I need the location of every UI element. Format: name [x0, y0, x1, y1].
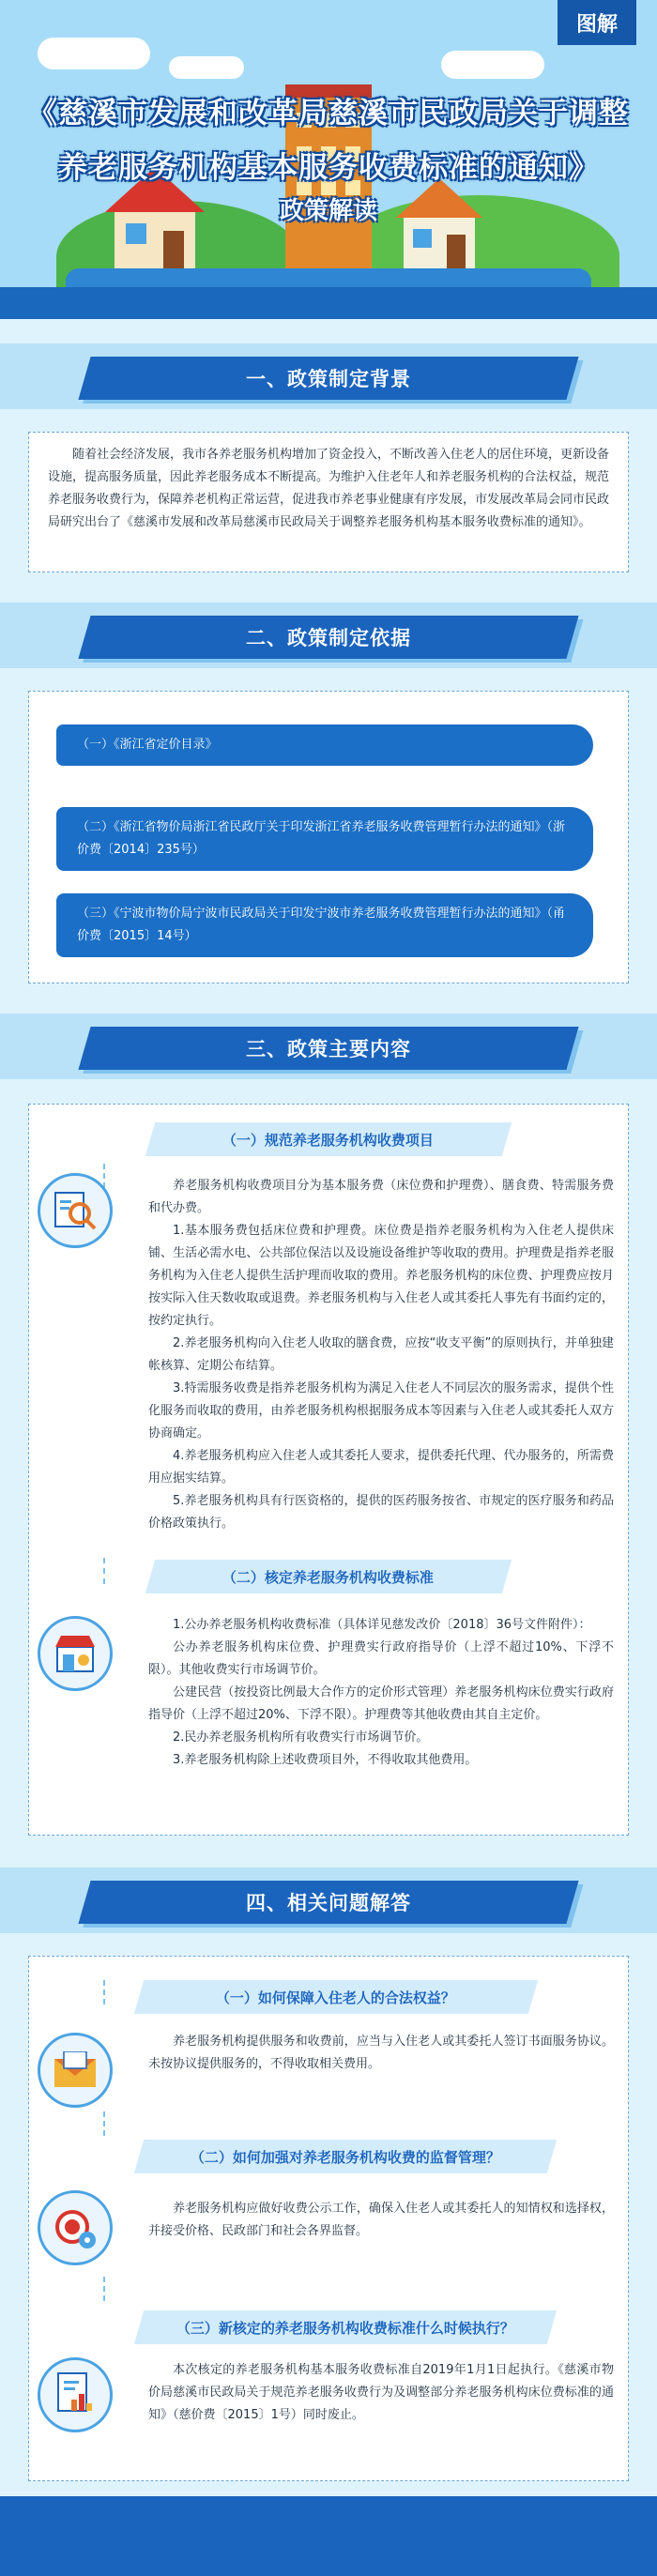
content-2-para-2: 公建民营（按投资比例最大合作方的定价形式管理）养老服务机构床位费实行政府指导价（上浮不超过20%、下浮不限）。护理费等其他收费由其自主定价。: [148, 1685, 614, 1722]
content-1-para-0: 养老服务机构收费项目分为基本服务费（床位费和护理费）、膳食费、特需服务费和代办费。: [148, 1179, 614, 1215]
section-header-basis: [0, 602, 657, 668]
qa-question-3-text: （三）新核定的养老服务机构收费标准什么时候执行？: [176, 2319, 514, 2337]
shop-store-icon: [38, 1616, 113, 1691]
content-2-para-3: 2.民办养老服务机构所有收费实行市场调节价。: [173, 1730, 429, 1745]
basis-item-2: （二）《浙江省物价局浙江省民政厅关于印发浙江省养老服务收费管理暂行办法的通知》（浙价费〔2014〕235号）: [56, 807, 593, 871]
section-header-background: [0, 343, 657, 409]
qa-question-2-text: （二）如何加强对养老服务机构收费的监督管理？: [190, 2148, 500, 2166]
qa-question-1: [134, 1980, 538, 2014]
hero-banner: [0, 0, 657, 319]
title-line-1: 《慈溪市发展和改革局慈溪市民政局关于调整: [28, 97, 629, 130]
content-subheading-2: [145, 1560, 512, 1593]
content-1-para-3: 3.特需服务收费是指养老服务机构为满足入住老人不同层次的服务需求，提供个性化服务而收取的费用，由养老服务机构根据服务成本等因素与入住老人或其委托人双方协商确定。: [148, 1381, 614, 1440]
page-title: [19, 86, 638, 195]
section-title-3: 三、政策主要内容: [246, 1038, 411, 1060]
content-subheading-2-text: （二）核定养老服务机构收费标准: [222, 1568, 435, 1586]
infographic-tag: 图解: [558, 0, 636, 45]
qa-answer-1: 养老服务机构提供服务和收费前，应当与入住老人或其委托人签订书面服务协议。未按协议提供服务的，不得收取相关费用。: [148, 2035, 614, 2071]
content-1-para-2: 2.养老服务机构向入住老人收取的膳食费，应按“收支平衡”的原则执行，并单独建帐核算、定期公布结算。: [148, 1336, 614, 1373]
content-1-para-1: 1.基本服务费包括床位费和护理费。床位费是指养老服务机构为入住老人提供床铺、生活必需水电、公共部位保洁以及设施设备维护等收取的费用。护理费是指养老服务机构为入住老人提供生活护理而收取的费用。养老服务机构的床位费、护理费应按月按实际入住天数收取或退费。养老服务机构与入住老人或其委托人事先有书面约定的，按约定执行。: [148, 1224, 614, 1328]
section-header-qa: [0, 1867, 657, 1933]
content-block-2: [148, 1614, 614, 1772]
content-1-para-5: 5.养老服务机构具有行医资格的，提供的医药服务按省、市规定的医疗服务和药品价格政策执行。: [148, 1494, 614, 1531]
content-2-para-0: 1.公办养老服务机构收费标准（具体详见慈发改价〔2018〕36号文件附件）：: [173, 1618, 591, 1632]
background-paragraph: 随着社会经济发展，我市各养老服务机构增加了资金投入，不断改善入住老人的居住环境，更新设备设施，提高服务质量，因此养老服务成本不断提高。为维护入住老年人和养老服务机构的合法权益，规范养老服务收费行为，保障养老机构正常运营，促进我市养老事业健康有序发展，市发展改革局会同市民政局研究出台了《慈溪市发展和改革局慈溪市民政局关于调整养老服务机构基本服务收费标准的通知》。: [48, 448, 610, 529]
page-subtitle: 政策解读: [279, 197, 377, 225]
background-card: [28, 432, 629, 572]
basis-item-1: （一）《浙江省定价目录》: [56, 724, 593, 766]
section-header-content: [0, 1014, 657, 1079]
content-subheading-1-text: （一）规范养老服务机构收费项目: [222, 1131, 435, 1149]
content-2-para-4: 3.养老服务机构除上述收费项目外，不得收取其他费用。: [173, 1753, 478, 1767]
magnifier-chart-icon: [38, 1173, 113, 1248]
qa-answer-2: 养老服务机构应做好收费公示工作，确保入住老人或其委托人的知情权和选择权，并接受价格、民政部门和社会各界监督。: [148, 2202, 614, 2238]
content-block-1: [148, 1175, 614, 1535]
document-chart-icon: [38, 2357, 113, 2432]
basis-item-3: （三）《宁波市物价局宁波市民政局关于印发宁波市养老服务收费管理暂行办法的通知》（甬价费〔2015〕14号）: [56, 893, 593, 957]
footer-band: [0, 2496, 657, 2576]
title-line-2: 养老服务机构基本服务收费标准的通知》: [58, 151, 599, 185]
qa-question-1-text: （一）如何保障入住老人的合法权益？: [216, 1989, 456, 2006]
content-2-para-1: 公办养老服务机构床位费、护理费实行政府指导价（上浮不超过10%、下浮不限）。其他收费实行市场调节价。: [148, 1640, 614, 1677]
qa-question-2: [134, 2140, 557, 2173]
envelope-icon: [38, 2033, 113, 2108]
qa-answer-3: 本次核定的养老服务机构基本服务收费标准自2019年1月1日起执行。《慈溪市物价局慈溪市民政局关于规范养老服务收费行为及调整部分养老服务机构床位费标准的通知》（慈价费〔2015〕1号）同时废止。: [148, 2363, 614, 2422]
section-title-4: 四、相关问题解答: [246, 1892, 411, 1914]
section-title-2: 二、政策制定依据: [246, 627, 411, 649]
content-1-para-4: 4.养老服务机构应入住老人或其委托人要求，提供委托代理、代办服务的，所需费用应据实结算。: [148, 1449, 614, 1486]
content-subheading-1: [145, 1122, 512, 1156]
target-gear-icon: [38, 2190, 113, 2265]
section-title-1: 一、政策制定背景: [246, 368, 411, 390]
qa-question-3: [134, 2310, 557, 2344]
